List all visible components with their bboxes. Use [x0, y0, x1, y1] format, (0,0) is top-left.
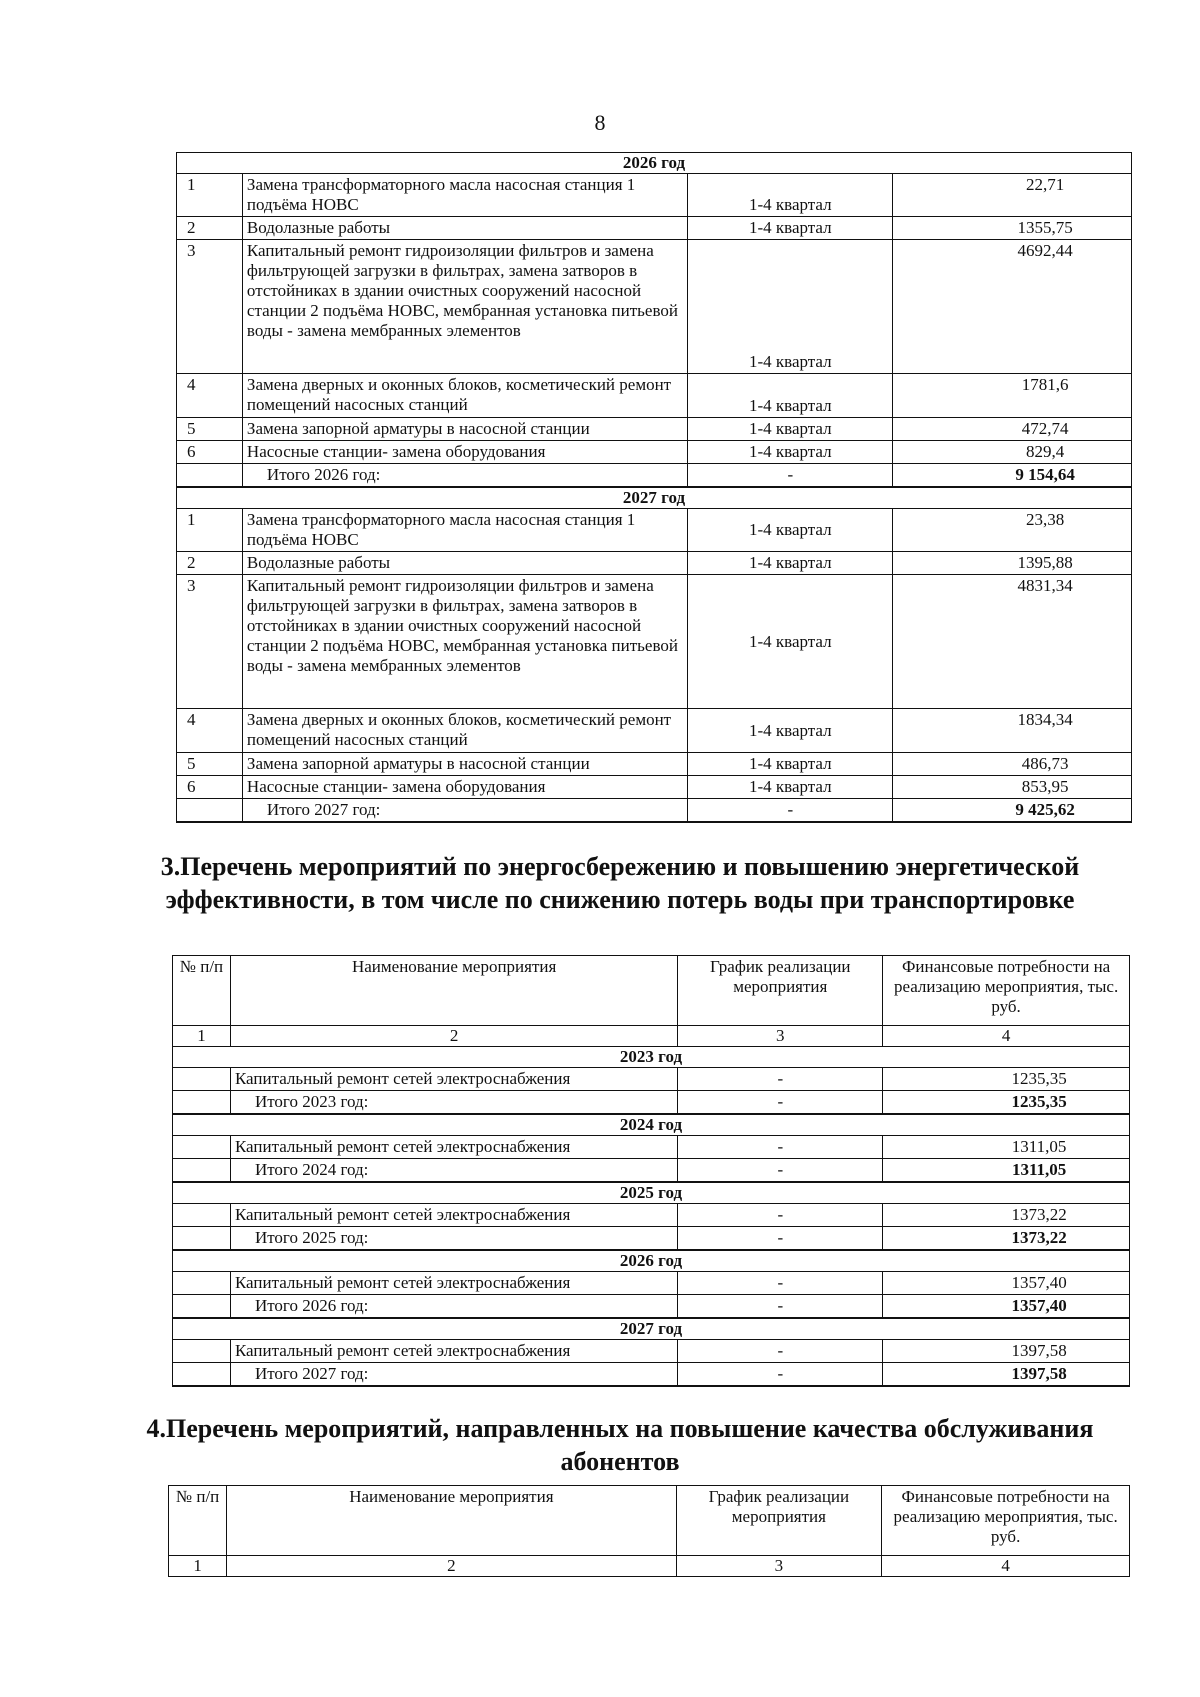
customer-service-table — [168, 1485, 1130, 1577]
measure-name: Насосные станции- замена оборудования — [242, 776, 687, 799]
measure-name: Капитальный ремонт сетей электроснабжения — [230, 1340, 677, 1363]
table-row — [177, 217, 1132, 240]
schedule: 1-4 квартал — [688, 776, 893, 799]
amount: 486,73 — [893, 753, 1132, 776]
row-number: 6 — [177, 776, 243, 799]
total-schedule: - — [688, 464, 893, 488]
schedule: 1-4 квартал — [688, 374, 893, 418]
year-row — [173, 1250, 1130, 1272]
year-row — [173, 1047, 1130, 1068]
empty-cell — [173, 1272, 231, 1295]
amount: 1373,22 — [883, 1204, 1130, 1227]
table-row — [173, 1136, 1130, 1159]
schedule: 1-4 квартал — [688, 552, 893, 575]
year-label: 2026 год — [177, 153, 1132, 174]
year-row — [173, 1114, 1130, 1136]
row-number: 2 — [177, 217, 243, 240]
schedule: - — [678, 1340, 883, 1363]
amount: 1355,75 — [893, 217, 1132, 240]
schedule: 1-4 квартал — [688, 575, 893, 709]
row-number: 6 — [177, 441, 243, 464]
total-row — [173, 1295, 1130, 1319]
total-row — [177, 799, 1132, 823]
year-row — [177, 487, 1132, 509]
amount: 1311,05 — [883, 1136, 1130, 1159]
total-label: Итого 2027 год: — [242, 799, 687, 823]
header-finance: Финансовые потребности на реализацию мероприятия, тыс. руб. — [882, 1486, 1130, 1556]
header-name: Наименование мероприятия — [230, 956, 677, 1026]
table-row — [177, 374, 1132, 418]
total-schedule: - — [688, 799, 893, 823]
schedule: 1-4 квартал — [688, 217, 893, 240]
amount: 472,74 — [893, 418, 1132, 441]
empty-cell — [173, 1227, 231, 1251]
amount: 22,71 — [893, 174, 1132, 217]
section-3-title: 3.Перечень мероприятий по энергосбережению и повышению энергетической эффективности, в том числе по снижению потерь воды при транспортировке — [160, 852, 1080, 914]
total-amount: 1373,22 — [883, 1227, 1130, 1251]
empty-cell — [173, 1091, 231, 1115]
total-schedule: - — [678, 1091, 883, 1115]
total-schedule: - — [678, 1159, 883, 1183]
amount: 4831,34 — [893, 575, 1132, 709]
measure-name: Замена трансформаторного масла насосная станция 1 подъёма НОВС — [242, 174, 687, 217]
total-label: Итого 2024 год: — [230, 1159, 677, 1183]
measure-name: Капитальный ремонт гидроизоляции фильтров и замена фильтрующей загрузки в фильтрах, замена затворов в отстойниках в здании очистных сооружений насосной станции 2 подъёма НОВС, мембранная установка питьевой воды - замена мембранных элементов — [242, 240, 687, 374]
empty-cell — [173, 1136, 231, 1159]
index-cell: 2 — [227, 1556, 676, 1577]
header-row — [169, 1486, 1130, 1556]
section-4-title: 4.Перечень мероприятий, направленных на повышение качества обслуживания абонентов — [146, 1414, 1094, 1476]
empty-cell — [177, 464, 243, 488]
amount: 23,38 — [893, 509, 1132, 552]
page-number: 8 — [594, 110, 606, 135]
total-amount: 1357,40 — [883, 1295, 1130, 1319]
measure-name: Замена дверных и оконных блоков, косметический ремонт помещений насосных станций — [242, 374, 687, 418]
header-finance: Финансовые потребности на реализацию мероприятия, тыс. руб. — [883, 956, 1130, 1026]
year-label: 2023 год — [173, 1047, 1130, 1068]
total-amount: 9 154,64 — [893, 464, 1132, 488]
amount: 829,4 — [893, 441, 1132, 464]
index-cell: 1 — [169, 1556, 227, 1577]
total-label: Итого 2023 год: — [230, 1091, 677, 1115]
measures-table-continued — [176, 152, 1132, 823]
total-amount: 1235,35 — [883, 1091, 1130, 1115]
table-row — [177, 776, 1132, 799]
header-number: № п/п — [169, 1486, 227, 1556]
empty-cell — [173, 1363, 231, 1387]
row-number: 3 — [177, 575, 243, 709]
amount: 1397,58 — [883, 1340, 1130, 1363]
measure-name: Замена запорной арматуры в насосной станции — [242, 753, 687, 776]
schedule: - — [678, 1272, 883, 1295]
total-row — [173, 1159, 1130, 1183]
schedule: - — [678, 1204, 883, 1227]
table-row — [177, 240, 1132, 374]
index-cell: 4 — [883, 1026, 1130, 1047]
amount: 1357,40 — [883, 1272, 1130, 1295]
row-number: 4 — [177, 374, 243, 418]
total-label: Итого 2025 год: — [230, 1227, 677, 1251]
header-name: Наименование мероприятия — [227, 1486, 676, 1556]
amount: 1781,6 — [893, 374, 1132, 418]
total-label: Итого 2027 год: — [230, 1363, 677, 1387]
table-row — [173, 1340, 1130, 1363]
total-schedule: - — [678, 1227, 883, 1251]
table-row — [177, 709, 1132, 753]
schedule: 1-4 квартал — [688, 509, 893, 552]
year-label: 2025 год — [173, 1182, 1130, 1204]
index-cell: 4 — [882, 1556, 1130, 1577]
year-label: 2027 год — [177, 487, 1132, 509]
header-schedule: График реализации мероприятия — [678, 956, 883, 1026]
measure-name: Водолазные работы — [242, 217, 687, 240]
total-schedule: - — [678, 1363, 883, 1387]
total-label: Итого 2026 год: — [230, 1295, 677, 1319]
measure-name: Капитальный ремонт сетей электроснабжения — [230, 1068, 677, 1091]
table-row — [177, 174, 1132, 217]
schedule: - — [678, 1068, 883, 1091]
year-row — [173, 1318, 1130, 1340]
schedule: 1-4 квартал — [688, 709, 893, 753]
table-row — [177, 509, 1132, 552]
year-row — [173, 1182, 1130, 1204]
table-row — [177, 575, 1132, 709]
schedule: 1-4 квартал — [688, 441, 893, 464]
total-row — [173, 1363, 1130, 1387]
amount: 1395,88 — [893, 552, 1132, 575]
year-row — [177, 153, 1132, 174]
year-label: 2024 год — [173, 1114, 1130, 1136]
row-number: 4 — [177, 709, 243, 753]
header-number: № п/п — [173, 956, 231, 1026]
index-row — [169, 1556, 1130, 1577]
empty-cell — [173, 1295, 231, 1319]
empty-cell — [173, 1068, 231, 1091]
table-row — [177, 441, 1132, 464]
schedule: 1-4 квартал — [688, 174, 893, 217]
schedule: - — [678, 1136, 883, 1159]
total-row — [173, 1227, 1130, 1251]
table-row — [173, 1068, 1130, 1091]
schedule: 1-4 квартал — [688, 418, 893, 441]
table-row — [177, 753, 1132, 776]
measure-name: Капитальный ремонт гидроизоляции фильтров и замена фильтрующей загрузки в фильтрах, замена затворов в отстойниках в здании очистных сооружений насосной станции 2 подъёма НОВС, мембранная установка питьевой воды - замена мембранных элементов — [242, 575, 687, 709]
schedule: 1-4 квартал — [688, 753, 893, 776]
row-number: 1 — [177, 509, 243, 552]
total-schedule: - — [678, 1295, 883, 1319]
energy-saving-table — [172, 955, 1130, 1387]
schedule: 1-4 квартал — [688, 240, 893, 374]
measure-name: Замена трансформаторного масла насосная станция 1 подъёма НОВС — [242, 509, 687, 552]
total-row — [177, 464, 1132, 488]
table-row — [173, 1272, 1130, 1295]
measure-name: Водолазные работы — [242, 552, 687, 575]
row-number: 3 — [177, 240, 243, 374]
amount: 1235,35 — [883, 1068, 1130, 1091]
header-row — [173, 956, 1130, 1026]
index-cell: 3 — [676, 1556, 882, 1577]
measure-name: Капитальный ремонт сетей электроснабжения — [230, 1204, 677, 1227]
index-cell: 2 — [230, 1026, 677, 1047]
empty-cell — [173, 1340, 231, 1363]
amount: 853,95 — [893, 776, 1132, 799]
year-label: 2026 год — [173, 1250, 1130, 1272]
table-row — [177, 418, 1132, 441]
measure-name: Насосные станции- замена оборудования — [242, 441, 687, 464]
table-row — [177, 552, 1132, 575]
total-amount: 1311,05 — [883, 1159, 1130, 1183]
measure-name: Замена дверных и оконных блоков, косметический ремонт помещений насосных станций — [242, 709, 687, 753]
measure-name: Капитальный ремонт сетей электроснабжения — [230, 1136, 677, 1159]
row-number: 2 — [177, 552, 243, 575]
amount: 4692,44 — [893, 240, 1132, 374]
total-amount: 1397,58 — [883, 1363, 1130, 1387]
index-cell: 3 — [678, 1026, 883, 1047]
empty-cell — [173, 1204, 231, 1227]
row-number: 5 — [177, 753, 243, 776]
empty-cell — [177, 799, 243, 823]
measure-name: Капитальный ремонт сетей электроснабжения — [230, 1272, 677, 1295]
amount: 1834,34 — [893, 709, 1132, 753]
header-schedule: График реализации мероприятия — [676, 1486, 882, 1556]
total-label: Итого 2026 год: — [242, 464, 687, 488]
row-number: 1 — [177, 174, 243, 217]
measure-name: Замена запорной арматуры в насосной станции — [242, 418, 687, 441]
total-amount: 9 425,62 — [893, 799, 1132, 823]
total-row — [173, 1091, 1130, 1115]
empty-cell — [173, 1159, 231, 1183]
index-row — [173, 1026, 1130, 1047]
year-label: 2027 год — [173, 1318, 1130, 1340]
row-number: 5 — [177, 418, 243, 441]
table-row — [173, 1204, 1130, 1227]
index-cell: 1 — [173, 1026, 231, 1047]
